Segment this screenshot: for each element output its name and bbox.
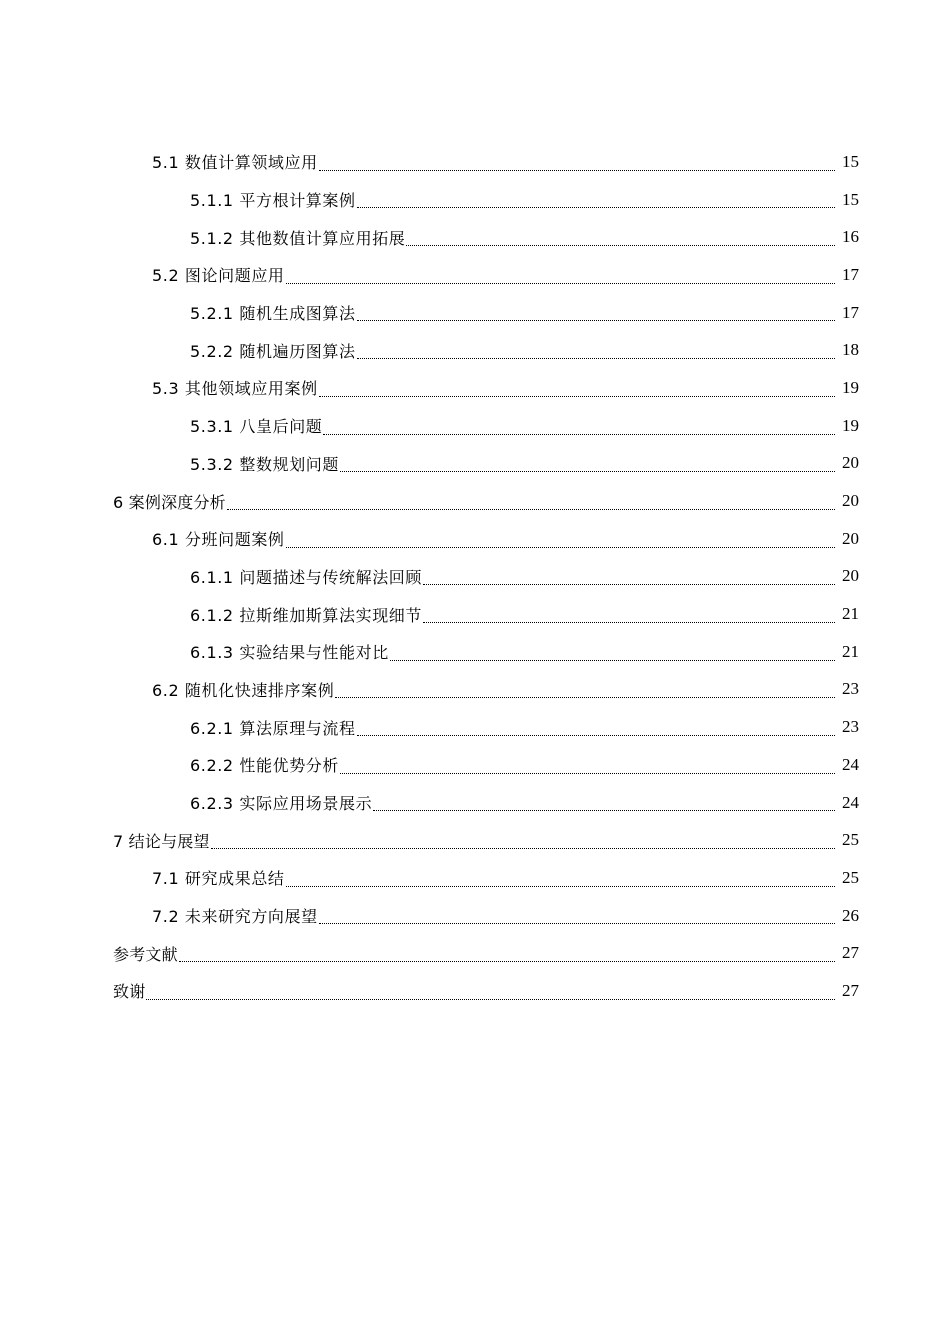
toc-entry[interactable] bbox=[0, 407, 950, 445]
toc-entry-title: 6.1.2 拉斯维加斯算法实现细节 bbox=[190, 605, 422, 625]
toc-entry[interactable] bbox=[0, 445, 950, 483]
toc-entry-page-number: 16 bbox=[842, 227, 859, 247]
toc-entry[interactable] bbox=[0, 897, 950, 935]
toc-entry[interactable] bbox=[0, 256, 950, 294]
toc-entry-page-number: 20 bbox=[842, 528, 859, 548]
toc-entry-page-number: 18 bbox=[842, 340, 859, 360]
toc-entry-page-number: 23 bbox=[842, 679, 859, 699]
toc-entry-title: 致谢 bbox=[113, 982, 146, 1002]
dot-leader bbox=[423, 622, 835, 623]
toc-entry-title: 6 案例深度分析 bbox=[113, 492, 226, 512]
dot-leader bbox=[319, 170, 835, 171]
toc-entry[interactable] bbox=[0, 143, 950, 181]
toc-entry-page-number: 21 bbox=[842, 641, 859, 661]
toc-entry-page-number: 23 bbox=[842, 717, 859, 737]
toc-entry-page-number: 24 bbox=[842, 754, 859, 774]
dot-leader bbox=[423, 584, 835, 585]
toc-entry-title: 6.1.3 实验结果与性能对比 bbox=[190, 643, 389, 663]
toc-entry-title: 7 结论与展望 bbox=[113, 831, 210, 851]
dot-leader bbox=[179, 961, 835, 962]
dot-leader bbox=[390, 660, 835, 661]
dot-leader bbox=[146, 999, 835, 1000]
toc-entry-page-number: 20 bbox=[842, 453, 859, 473]
toc-entry-page-number: 24 bbox=[842, 792, 859, 812]
toc-entry[interactable] bbox=[0, 784, 950, 822]
toc-entry-page-number: 17 bbox=[842, 302, 859, 322]
dot-leader bbox=[340, 471, 835, 472]
toc-entry-title: 7.1 研究成果总结 bbox=[152, 869, 285, 889]
toc-entry-page-number: 27 bbox=[842, 943, 859, 963]
toc-entry-title: 5.3.2 整数规划问题 bbox=[190, 454, 339, 474]
toc-entry[interactable] bbox=[0, 181, 950, 219]
dot-leader bbox=[286, 886, 835, 887]
toc-entry[interactable] bbox=[0, 369, 950, 407]
toc-entry-page-number: 15 bbox=[842, 189, 859, 209]
dot-leader bbox=[357, 207, 835, 208]
dot-leader bbox=[286, 547, 835, 548]
toc-entry-page-number: 21 bbox=[842, 604, 859, 624]
toc-entry-title: 6.1 分班问题案例 bbox=[152, 530, 285, 550]
toc-entry[interactable] bbox=[0, 633, 950, 671]
toc-entry-title: 7.2 未来研究方向展望 bbox=[152, 907, 318, 927]
toc-entry[interactable] bbox=[0, 671, 950, 709]
dot-leader bbox=[319, 923, 835, 924]
toc-entry-page-number: 25 bbox=[842, 830, 859, 850]
toc-entry[interactable] bbox=[0, 746, 950, 784]
toc-entry[interactable] bbox=[0, 520, 950, 558]
toc-entry[interactable] bbox=[0, 558, 950, 596]
toc-entry-title: 5.3 其他领域应用案例 bbox=[152, 379, 318, 399]
toc-entry-page-number: 15 bbox=[842, 151, 859, 171]
dot-leader bbox=[357, 735, 835, 736]
toc-entry[interactable] bbox=[0, 821, 950, 859]
toc-entry[interactable] bbox=[0, 331, 950, 369]
dot-leader bbox=[406, 245, 835, 246]
toc-entry-title: 5.2.2 随机遍历图算法 bbox=[190, 341, 356, 361]
toc-entry-page-number: 26 bbox=[842, 905, 859, 925]
toc-entry-page-number: 27 bbox=[842, 980, 859, 1000]
dot-leader bbox=[323, 434, 835, 435]
toc-entry-title: 5.1.2 其他数值计算应用拓展 bbox=[190, 228, 406, 248]
toc-entry-page-number: 19 bbox=[842, 415, 859, 435]
toc-entry-title: 6.2.1 算法原理与流程 bbox=[190, 718, 356, 738]
toc-entry-title: 5.1 数值计算领域应用 bbox=[152, 153, 318, 173]
dot-leader bbox=[286, 283, 835, 284]
toc-entry-title: 5.3.1 八皇后问题 bbox=[190, 417, 323, 437]
toc-entry[interactable] bbox=[0, 294, 950, 332]
toc-entry-title: 5.2 图论问题应用 bbox=[152, 266, 285, 286]
toc-entry-title: 5.1.1 平方根计算案例 bbox=[190, 191, 356, 211]
toc-entry-page-number: 20 bbox=[842, 566, 859, 586]
dot-leader bbox=[227, 509, 835, 510]
dot-leader bbox=[340, 773, 835, 774]
toc-entry-title: 6.2.3 实际应用场景展示 bbox=[190, 794, 373, 814]
dot-leader bbox=[335, 697, 835, 698]
dot-leader bbox=[357, 320, 835, 321]
toc-entry-page-number: 20 bbox=[842, 491, 859, 511]
toc-entry[interactable] bbox=[0, 708, 950, 746]
toc-entry[interactable] bbox=[0, 218, 950, 256]
toc-entry-page-number: 19 bbox=[842, 377, 859, 397]
dot-leader bbox=[211, 848, 835, 849]
toc-entry[interactable] bbox=[0, 934, 950, 972]
toc-entry-title: 6.2 随机化快速排序案例 bbox=[152, 680, 335, 700]
toc-entry-page-number: 17 bbox=[842, 264, 859, 284]
toc-entry[interactable] bbox=[0, 972, 950, 1010]
table-of-contents bbox=[0, 143, 950, 1010]
dot-leader bbox=[319, 396, 835, 397]
dot-leader bbox=[357, 358, 835, 359]
toc-entry[interactable] bbox=[0, 859, 950, 897]
toc-entry-title: 5.2.1 随机生成图算法 bbox=[190, 304, 356, 324]
toc-entry-title: 参考文献 bbox=[113, 944, 178, 964]
dot-leader bbox=[373, 810, 835, 811]
toc-entry-title: 6.1.1 问题描述与传统解法回顾 bbox=[190, 567, 422, 587]
toc-entry[interactable] bbox=[0, 482, 950, 520]
toc-entry-page-number: 25 bbox=[842, 867, 859, 887]
toc-entry[interactable] bbox=[0, 595, 950, 633]
toc-entry-title: 6.2.2 性能优势分析 bbox=[190, 756, 339, 776]
